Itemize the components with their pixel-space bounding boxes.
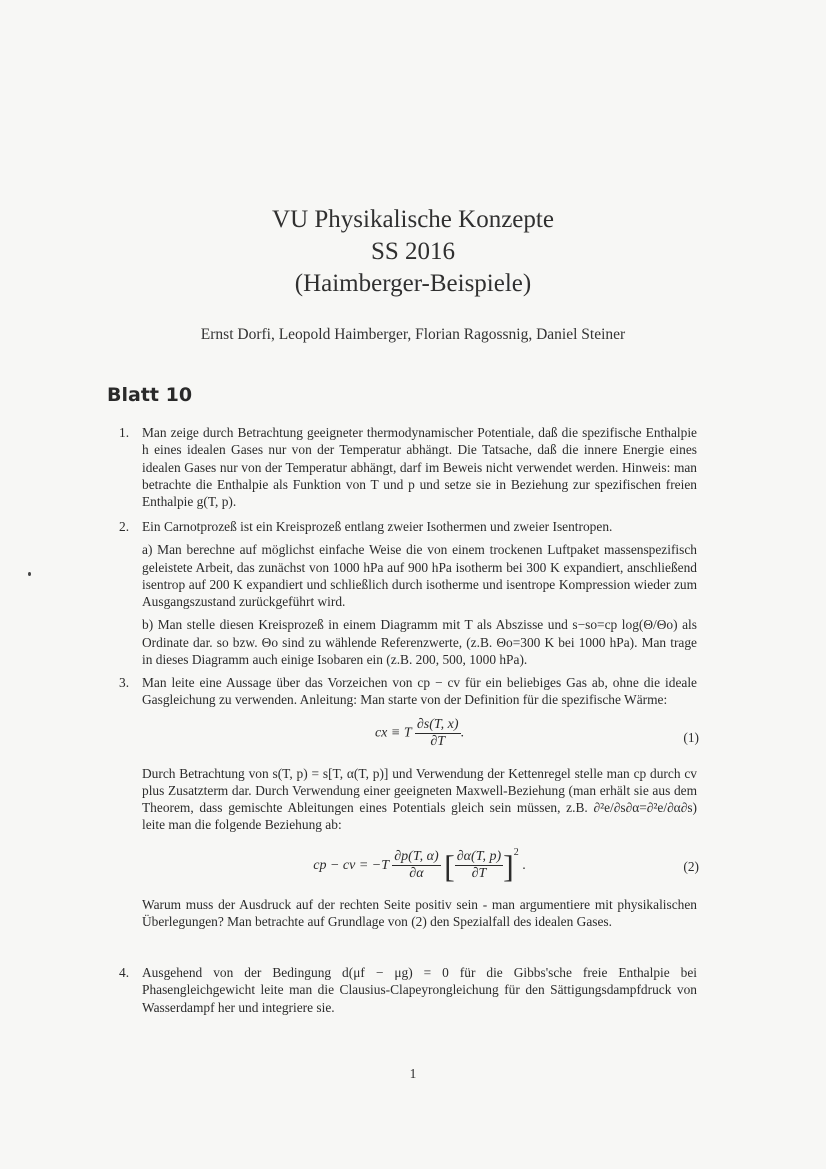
eq1-fraction — [415, 717, 461, 750]
eq2-fraction-1 — [392, 849, 440, 882]
authors: Ernst Dorfi, Leopold Haimberger, Florian Ragossnig, Daniel Steiner — [200, 326, 626, 343]
eq1-denominator: ∂T — [430, 733, 446, 749]
problem-outro: Warum muss der Ausdruck auf der rechten Seite positiv sein - man argumentiere mit physikalischen Überlegungen? Man betrachte auf Grundlage von (2) den Spezialfall des idealen Gases. — [142, 896, 697, 930]
problem-4 — [119, 964, 697, 1016]
equation-1 — [142, 717, 697, 757]
eq2-end: . — [522, 857, 526, 873]
subtitle: (Haimberger-Beispiele) — [294, 270, 532, 297]
problem-part-b: b) Man stelle diesen Kreisprozeß in einem Diagramm mit T als Abszisse und s−so=cp log(Θ/Θo) als Ordinate dar. so bzw. Θo sind zu wählende Referenzwerte, (z.B. Θo=300 K bei 1000 hPa). Man trage in dieses Diagramm auch einige Isobaren ein (z.B. 200, 500, 1000 hPa). — [142, 617, 697, 668]
problem-intro: Ein Carnotprozeß ist ein Kreisprozeß entlang zweier Isothermen und zweier Isentropen. — [142, 519, 613, 534]
problem-text: Man zeige durch Betrachtung geeigneter thermodynamischer Potentiale, daß die spezifische Enthalpie h eines idealen Gases nur von der Temperatur abhängt. Die Tatsache, daß die innere Energie eines idealen Gases nur von der Temperatur abhängt, darf im Beweis nicht verwendet werden. Hinweis: man betrachte die Enthalpie als Funktion von T und p und setze sie in Beziehung zur spezifischen freien Enthalpie g(T, p). — [142, 425, 697, 510]
left-bracket: [ — [444, 847, 455, 884]
problem-2 — [119, 518, 697, 668]
equation-2 — [142, 844, 697, 888]
eq2-numerator-2: ∂α(T, p) — [456, 849, 502, 865]
problem-intro: Man leite eine Aussage über das Vorzeichen von cp − cv für ein beliebiges Gas ab, ohne die ideale Gasgleichung zu verwenden. Anleitung: Man starte von der Definition für die spezifische Wärme: — [142, 675, 697, 708]
eq1-end: . — [460, 725, 465, 741]
eq2-exponent: 2 — [513, 846, 519, 858]
semester: SS 2016 — [370, 238, 456, 265]
eq2-lhs: cp − cv = −T — [313, 857, 389, 873]
problem-3 — [119, 674, 697, 930]
eq2-denominator-2: ∂T — [471, 866, 487, 882]
equation-label: (2) — [683, 858, 699, 874]
eq2-denominator-1: ∂α — [409, 866, 424, 882]
page-number: 1 — [409, 1066, 417, 1081]
course-title: VU Physikalische Konzepte — [272, 206, 554, 233]
problem-number: 3. — [119, 675, 130, 690]
sheet-title: Blatt 10 — [107, 384, 193, 406]
problem-number: 1. — [119, 425, 130, 440]
eq2-numerator-1: ∂p(T, α) — [394, 849, 439, 865]
title-block — [0, 204, 826, 300]
right-bracket: ] — [503, 847, 514, 884]
problem-number: 4. — [119, 965, 130, 980]
problem-part-a: a) Man berechne auf möglichst einfache Weise die von einem trockenen Luftpaket massenspezifisch geleistete Arbeit, das zunächst von 1000 hPa auf 900 hPa isotherm bei 300 K expandiert, anschließend isentrop auf 200 K expandiert und schließlich durch isotherme und isentrope Kompression wieder zum Ausgangszustand zurückgeführt wird. — [142, 542, 697, 610]
problem-middle: Durch Betrachtung von s(T, p) = s[T, α(T, p)] und Verwendung der Kettenregel stelle man cp durch cv plus Zusatzterm dar. Durch Verwendung einer geeigneten Maxwell-Beziehung (man erhält sie aus dem Theorem, dass gemischte Ableitungen eines Potentials gleich sein müssen, z.B. ∂²e/∂s∂α=∂²e/∂α∂s) leite man die folgende Beziehung ab: — [142, 765, 697, 833]
problem-text: Ausgehend von der Bedingung d(μf − μg) = 0 für die Gibbs'sche freie Enthalpie bei Phasengleichgewicht leite man die Clausius-Clapeyrongleichung für den Sättigungsdampfdruck von Wasserdampf her und integriere sie. — [142, 965, 697, 1015]
equation-label: (1) — [683, 729, 699, 745]
problem-number: 2. — [119, 519, 130, 534]
eq1-lhs: cx ≡ T — [374, 725, 412, 741]
eq1-numerator: ∂s(T, x) — [416, 716, 459, 732]
eq2-fraction-2 — [455, 849, 503, 882]
scan-speck — [28, 572, 31, 576]
problem-1 — [119, 424, 697, 510]
